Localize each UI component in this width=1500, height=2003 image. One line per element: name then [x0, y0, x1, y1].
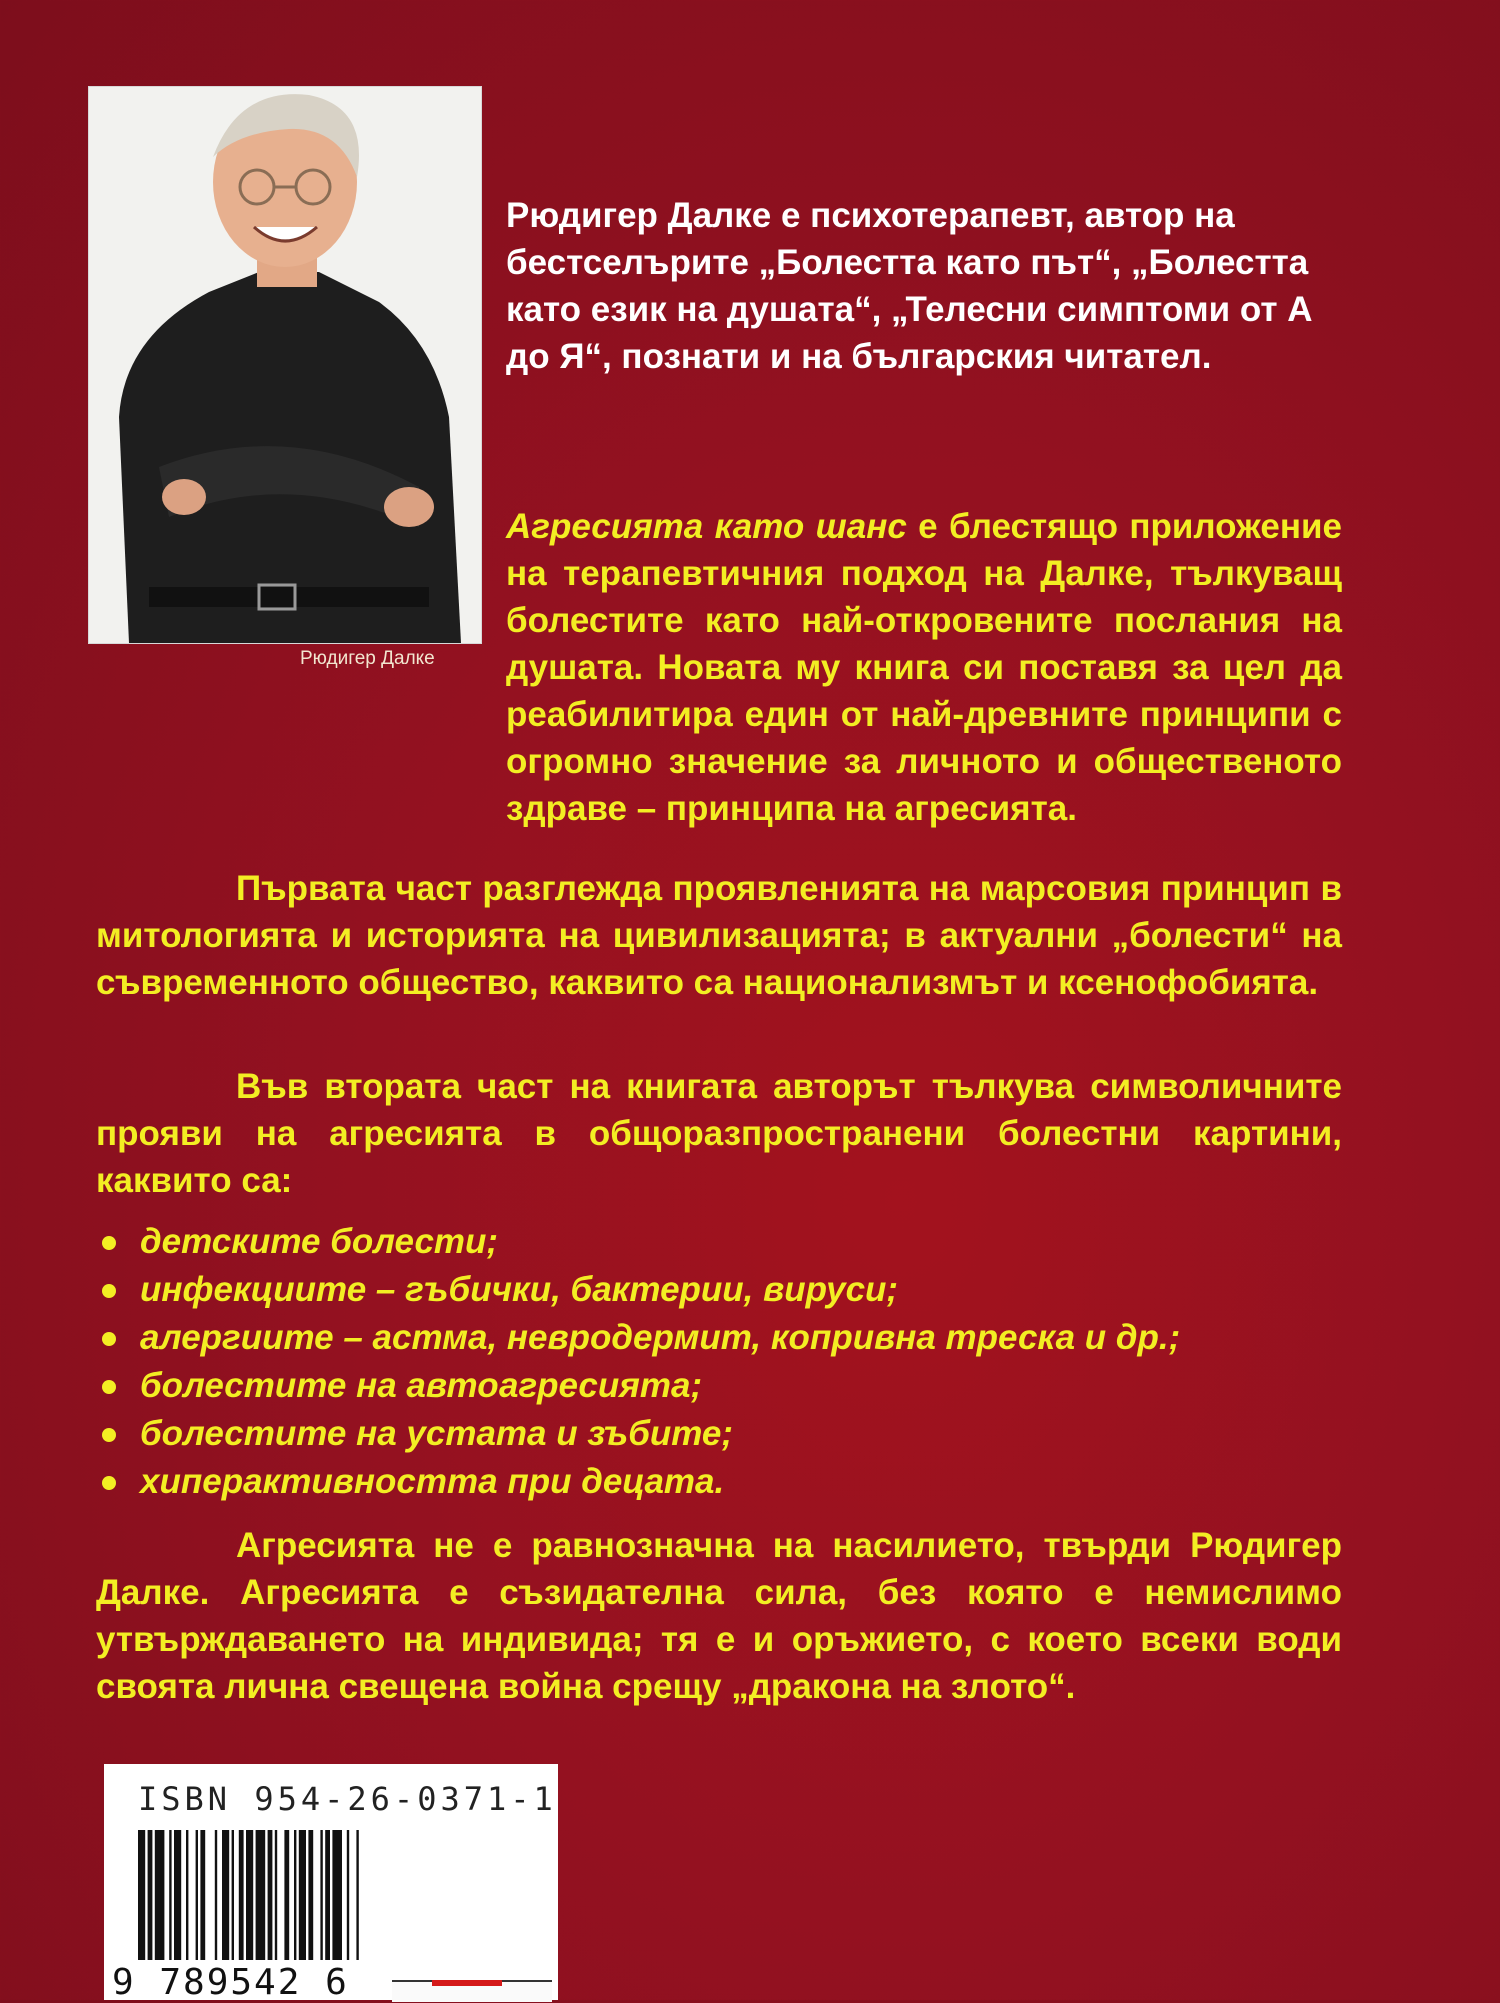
part2-paragraph: Във втората част на книгата авторът тълкува символичните прояви на агресията в общоразпространени болестни картини, каквито са: [96, 1067, 1342, 1200]
price-sticker [392, 1980, 552, 2002]
list-item: болестите на устата и зъбите; [96, 1410, 1342, 1458]
photo-caption: Рюдигер Далке [300, 648, 435, 669]
list-item: болестите на автоагресията; [96, 1362, 1342, 1410]
intro-text: е блестящо приложение на терапевтичния подход на Далке, тълкуващ болестите като най-откровените послания на душата. Новата му книга си поставя за цел да реабилитира един от най-древните принципи с огромно значение за личното и общественото здраве – принципа на агресията. [506, 507, 1342, 828]
barcode-icon [138, 1830, 528, 1960]
barcode-digits: 9 789542 6 [112, 1962, 349, 2003]
closing-paragraph: Агресията не е равнозначна на насилието, твърди Рюдигер Далке. Агресията е съзидателна сила, без която е немислимо утвърждаването на индивида; тя е и оръжието, с което всеки води своята лична свещена война срещу „дракона на злото“. [96, 1526, 1342, 1706]
isbn-barcode-label [104, 1764, 558, 2003]
list-item: хиперактивността при децата. [96, 1458, 1342, 1506]
disease-list [96, 1218, 1342, 1506]
intro-paragraph [96, 503, 1342, 832]
list-item: алергиите – астма, невродермит, копривна треска и др.; [96, 1314, 1342, 1362]
list-item: детските болести; [96, 1218, 1342, 1266]
isbn-number: ISBN 954-26-0371-1 [138, 1780, 557, 1818]
book-title: Агресията като шанс [506, 507, 907, 546]
list-item: инфекциите – гъбички, бактерии, вируси; [96, 1266, 1342, 1314]
author-bio: Рюдигер Далке е психотерапевт, автор на бестселърите „Болестта като път“, „Болестта като език на душата“, „Телесни симптоми от А до Я“, познати и на българския читател. [506, 196, 1313, 376]
part1-paragraph: Първата част разглежда проявленията на марсовия принцип в митологията и историята на цивилизацията; в актуални „болести“ на съвременното общество, каквито са национализмът и ксенофобията. [96, 869, 1342, 1002]
